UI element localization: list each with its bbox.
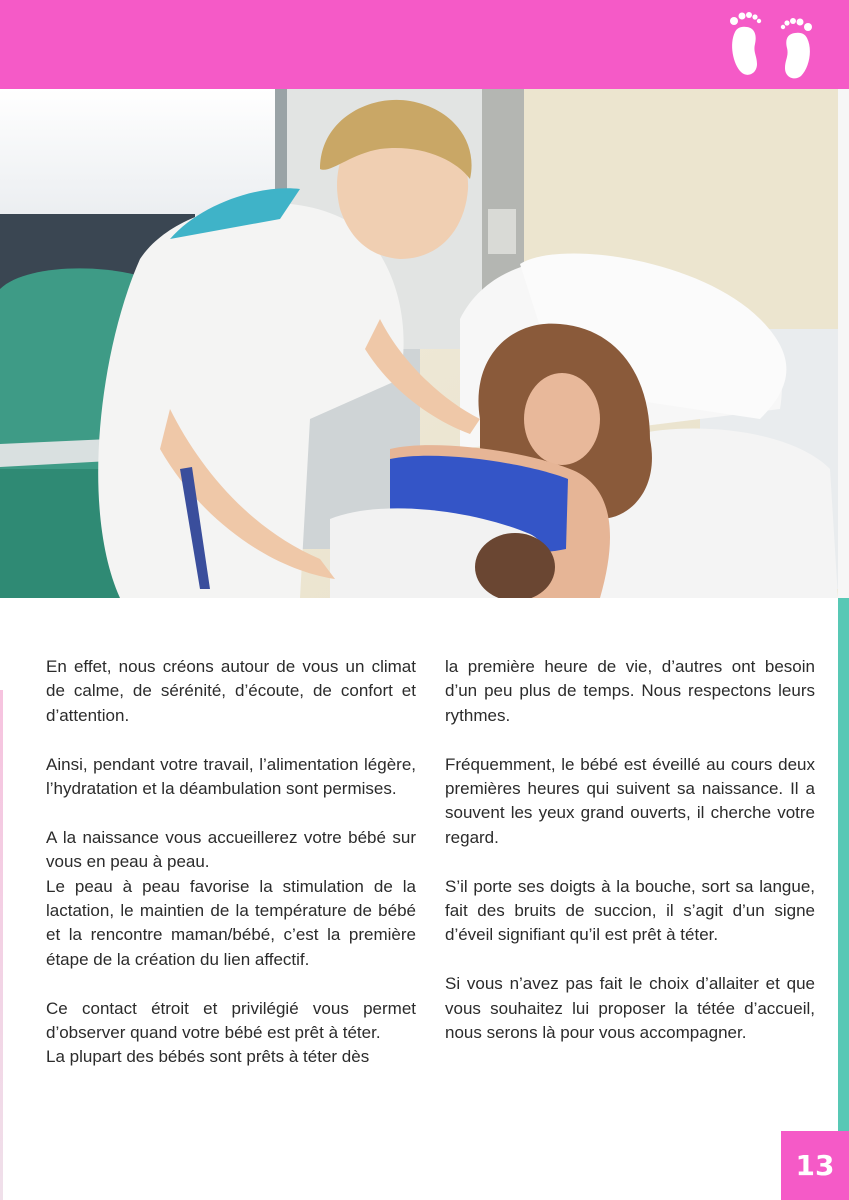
- paragraph-awakening-signs: S’il porte ses doigts à la bouche, sort sa langue, fait des bruits de succion, il s’agit d’un signe d’éveil signifiant qu’il est prêt à téter.: [445, 876, 815, 945]
- paragraph-skin-to-skin-intro: A la naissance vous accueillerez votre bébé sur vous en peau à peau.: [46, 827, 416, 872]
- page-number-badge: [781, 1131, 849, 1200]
- paragraph-baby-awake: Fréquemment, le bébé est éveillé au cours deux premières heures qui suivent sa naissance. Il a souvent les yeux grand ouverts, il cherche votre regard.: [445, 754, 815, 847]
- paragraph-calm-environment: En effet, nous créons autour de vous un climat de calme, de sérénité, d’écoute, de confort et d’attention.: [46, 657, 416, 725]
- photo-illustration: [0, 89, 838, 598]
- paragraph-skin-to-skin-benefits: Le peau à peau favorise la stimulation de la lactation, le maintien de la température de bébé et la rencontre maman/bébé, c’est la première étape de la création du lien affectif.: [46, 876, 416, 969]
- photo-nurse-mother-breastfeeding: [0, 89, 838, 598]
- left-edge-accent: [0, 690, 3, 1200]
- page-number: 13: [795, 1149, 835, 1182]
- side-rule-photo-gap: [838, 89, 849, 598]
- header-bar: [0, 0, 849, 89]
- paragraph-welcome-feeding: Si vous n’avez pas fait le choix d’allaiter et que vous souhaitez lui proposer la tétée d’accueil, nous serons là pour vous accompagner.: [445, 974, 815, 1043]
- left-text-column: [46, 655, 416, 1070]
- paragraph-first-hour: la première heure de vie, d’autres ont besoin d’un peu plus de temps. Nous respectons leurs rythmes.: [445, 657, 815, 725]
- paragraph-babies-ready: La plupart des bébés sont prêts à téter dès: [46, 1047, 370, 1067]
- paragraph-close-contact: Ce contact étroit et privilégié vous permet d’observer quand votre bébé est prêt à téter.: [46, 998, 416, 1043]
- paragraph-during-labour: Ainsi, pendant votre travail, l’alimentation légère, l’hydratation et la déambulation sont permises.: [46, 754, 416, 799]
- baby-feet-icon: [725, 10, 817, 80]
- right-text-column: [445, 655, 815, 1070]
